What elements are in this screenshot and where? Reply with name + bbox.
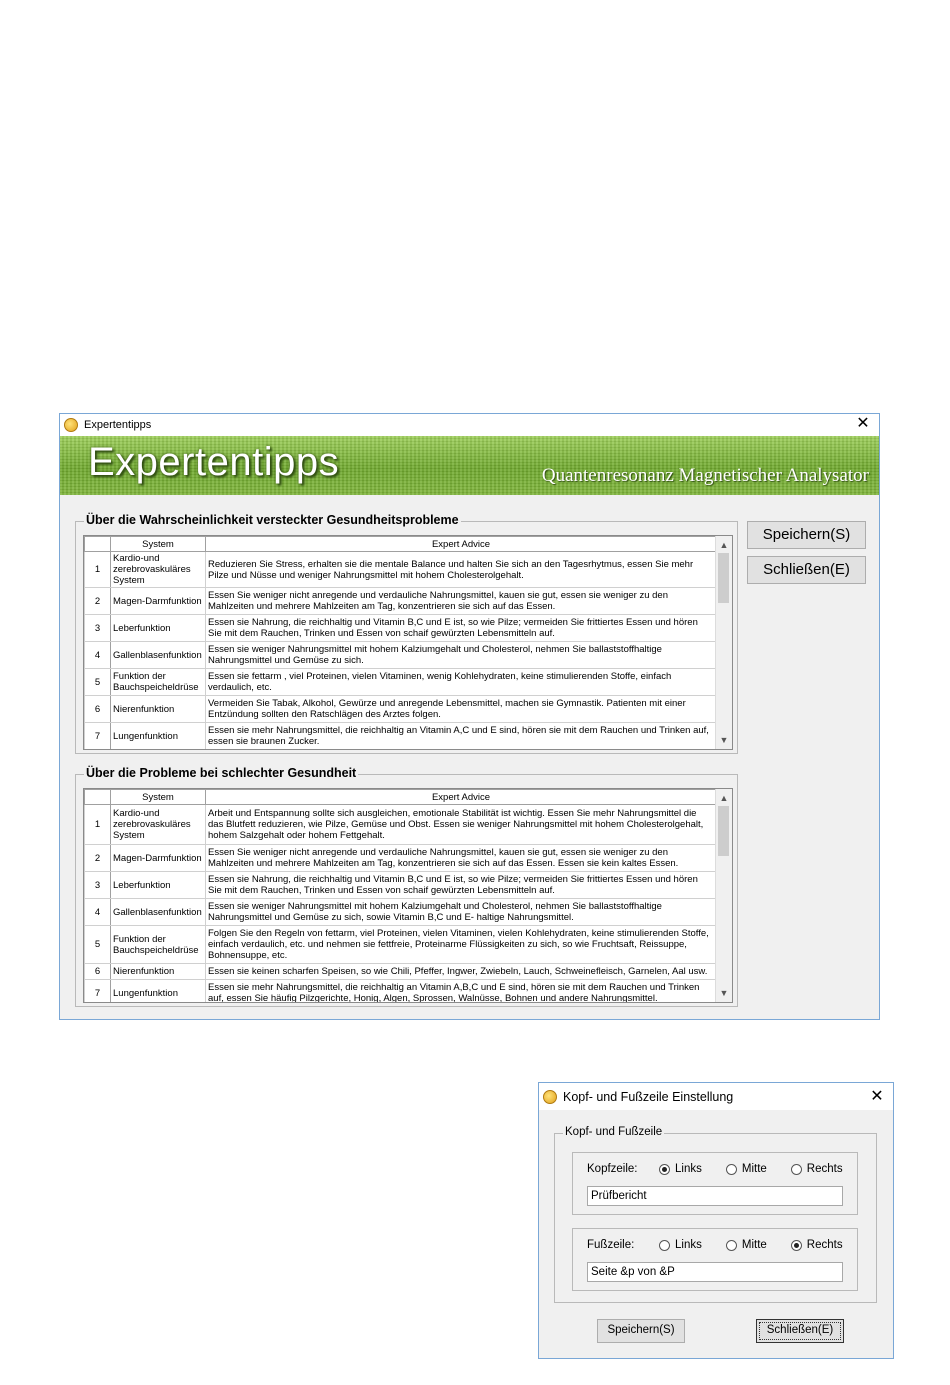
table-row[interactable] [85,964,717,980]
advice-table[interactable] [83,535,733,750]
save-button[interactable]: Speichern(S) [597,1319,685,1343]
hidden-problems-group [75,513,738,754]
radio-center-label[interactable]: Mitte [741,1163,767,1175]
footer-label: Fußzeile: [587,1239,635,1251]
close-button[interactable]: Schließen(E) [747,556,866,584]
advice-cell: Essen sie Nahrung, die reichhaltig und Vitamin B,C und E ist, so wie Pilze; vermeiden Sie frittiertes Essen und hören Sie mit dem Rauchen, Trinken und Essen von schaif gewürzten Lebensmitteln auf. [206,615,717,642]
advice-cell: Essen sie keinen scharfen Speisen, so wie Chili, Pfeffer, Ingwer, Zwiebeln, Lauch, Schweinefleisch, Garnelen, Aal usw. [206,964,717,980]
column-header-number [85,790,111,805]
radio-right-label[interactable]: Rechts [806,1239,843,1251]
row-number: 5 [85,669,111,696]
window-title: Expertentipps [84,419,152,431]
table-row[interactable] [85,696,717,723]
close-icon[interactable]: ✕ [870,1088,884,1105]
table-row[interactable] [85,845,717,872]
table-header-row [85,537,717,552]
row-number: 2 [85,588,111,615]
advice-cell: Essen Sie weniger nicht anregende und verdauliche Nahrungsmittel, kauen sie gut, essen sie weniger zu den Mahlzeiten und mehrere Mahlzeiten am Tag, konzentrieren sie sich auf das Essen. [206,588,717,615]
table-header-row [85,790,717,805]
row-number: 5 [85,926,111,964]
advice-cell: Arbeit und Entspannung sollte sich ausgleichen, emotionale Stabilität ist wichtig. Essen Sie mehr Nahrungsmittel die das Blutfett reduzieren, wie Pilze, Gemüse und Obst. Essen sie weniger Nahrungsmittel mit hohem Cholesterolgehalt, hohem Salzgehalt oder hohem Fettgehalt. [206,805,717,845]
radio-center-label[interactable]: Mitte [741,1239,767,1251]
column-header-advice[interactable]: Expert Advice [206,537,717,552]
table-row[interactable] [85,872,717,899]
row-number: 4 [85,642,111,669]
table-row[interactable] [85,805,717,845]
table-row[interactable] [85,723,717,750]
close-button[interactable]: Schließen(E) [756,1319,844,1343]
scrollbar-thumb[interactable] [718,553,729,603]
advice-cell: Reduzieren Sie Stress, erhalten sie die mentale Balance und halten Sie sich an den Tagesrhytmus, essen Sie mehr Pilze und Nüsse und weniger Nahrungsmittel mit hohem Cholesterolgehalt. [206,552,717,588]
advice-cell: Essen sie Nahrung, die reichhaltig und Vitamin B,C und E ist, so wie Pilze; vermeiden Sie frittiertes Essen und hören Sie mit dem Rauchen, Trinken und Essen von schaif gewürzten Lebensmitteln auf. [206,872,717,899]
header-footer-group [554,1126,877,1303]
advice-cell: Folgen Sie den Regeln von fettarm, viel Proteinen, vielen Vitaminen, vielen Kohlehydraten, keine stimulierenden Stoffe, einfach verdaulich, etc. und nehmen sie fettfreie, Proteinarme Flüssigkeiten zu sich, so wie Fruchtsaft, Reissuppe, Bohnensuppe, etc. [206,926,717,964]
group-label: Über die Wahrscheinlichkeit versteckter Gesundheitsprobleme [86,513,459,527]
radio-center-icon[interactable] [726,1164,737,1175]
row-number: 4 [85,899,111,926]
system-cell: Lungenfunktion [111,980,206,1004]
group-label: Kopf- und Fußzeile [565,1126,663,1138]
system-cell: Kardio-und zerebrovaskuläres System [111,552,206,588]
scroll-down-icon[interactable]: ▼ [719,735,729,745]
scroll-down-icon[interactable]: ▼ [719,988,729,998]
system-cell: Lungenfunktion [111,723,206,750]
row-number: 1 [85,552,111,588]
radio-left-icon[interactable] [659,1164,670,1175]
advice-cell: Essen sie fettarm , viel Proteinen, vielen Vitaminen, wenig Kohlehydraten, keine stimulierenden Stoffe, einfach verdaulich, etc. [206,669,717,696]
poor-health-group [75,766,738,1007]
radio-left-label[interactable]: Links [675,1239,702,1251]
radio-right-icon[interactable] [791,1240,802,1251]
advice-cell: Essen Sie weniger nicht anregende und verdauliche Nahrungsmittel, kauen sie gut, essen sie weniger zu den Mahlzeiten und mehrere Mahlzeiten am Tag, konzentrieren sie sich auf das Essen. Essen sie kein kaltes Essen. [206,845,717,872]
advice-cell: Essen sie weniger Nahrungsmittel mit hohem Kalziumgehalt und Cholesterol, nehmen Sie ballaststoffhaltige Nahrungsmittel und Gemüse zu sich, sowie Vitamin B,C und E- haltige Nahrungsmittel. [206,899,717,926]
radio-right-icon[interactable] [791,1164,802,1175]
table-row[interactable] [85,588,717,615]
advice-cell: Essen sie mehr Nahrungsmittel, die reichhaltig an Vitamin A,C und E sind, hören sie mit dem Rauchen und Trinken auf, essen sie braunen Zucker. [206,723,717,750]
system-cell: Leberfunktion [111,615,206,642]
system-cell: Magen-Darmfunktion [111,845,206,872]
system-cell: Nierenfunktion [111,696,206,723]
expertentipps-window [59,413,880,1020]
row-number: 3 [85,872,111,899]
advice-cell: Essen sie weniger Nahrungsmittel mit hohem Kalziumgehalt und Cholesterol, nehmen Sie ballaststoffhaltige Nahrungsmittel und Gemüse zu sich. [206,642,717,669]
app-icon [64,418,78,432]
row-number: 7 [85,980,111,1004]
table-row[interactable] [85,552,717,588]
advice-cell: Essen sie mehr Nahrungsmittel, die reichhaltig an Vitamin A,B,C und E sind, hören sie mit dem Rauchen und Trinken auf, essen Sie häufig Pilzgerichte, Honig, Algen, Sprossen, Walnüsse, Bohnen und andere Nahrungsmittel. [206,980,717,1004]
advice-table[interactable] [83,788,733,1003]
banner [60,436,879,495]
title-bar [539,1083,893,1110]
group-label: Über die Probleme bei schlechter Gesundheit [86,766,357,780]
header-label: Kopfzeile: [587,1163,638,1175]
scroll-up-icon[interactable]: ▲ [719,793,729,803]
title-bar [60,414,879,436]
header-text-input[interactable]: Prüfbericht [587,1186,843,1206]
table-row[interactable] [85,980,717,1004]
app-icon [543,1090,557,1104]
footer-section [572,1228,858,1291]
row-number: 3 [85,615,111,642]
radio-left-label[interactable]: Links [675,1163,702,1175]
header-footer-dialog [538,1082,894,1359]
row-number: 1 [85,805,111,845]
column-header-system[interactable]: System [111,790,206,805]
system-cell: Gallenblasenfunktion [111,899,206,926]
vertical-scrollbar[interactable] [715,536,732,749]
dialog-title: Kopf- und Fußzeile Einstellung [563,1089,734,1104]
row-number: 6 [85,964,111,980]
column-header-system[interactable]: System [111,537,206,552]
radio-right-label[interactable]: Rechts [806,1163,843,1175]
row-number: 2 [85,845,111,872]
system-cell: Leberfunktion [111,872,206,899]
close-icon[interactable]: ✕ [856,415,870,432]
footer-text-input[interactable]: Seite &p von &P [587,1262,843,1282]
system-cell: Gallenblasenfunktion [111,642,206,669]
system-cell: Magen-Darmfunktion [111,588,206,615]
system-cell: Funktion der Bauchspeicheldrüse [111,926,206,964]
radio-center-icon[interactable] [726,1240,737,1251]
table-row[interactable] [85,926,717,964]
footer-options-row [587,1239,843,1251]
header-options-row [587,1163,843,1175]
system-cell: Kardio-und zerebrovaskuläres System [111,805,206,845]
save-button[interactable]: Speichern(S) [747,521,866,549]
table-row[interactable] [85,615,717,642]
scrollbar-thumb[interactable] [718,806,729,856]
advice-cell: Vermeiden Sie Tabak, Alkohol, Gewürze und anregende Lebensmittel, machen sie Gymnastik. Patienten mit einer Entzündung sollten den Ratschlägen des Arztes folgen. [206,696,717,723]
row-number: 7 [85,723,111,750]
scroll-up-icon[interactable]: ▲ [719,540,729,550]
table-row[interactable] [85,642,717,669]
table-row[interactable] [85,669,717,696]
table-row[interactable] [85,899,717,926]
column-header-advice[interactable]: Expert Advice [206,790,717,805]
banner-title: Expertentipps [88,440,340,484]
header-section [572,1152,858,1215]
system-cell: Nierenfunktion [111,964,206,980]
banner-subtitle: Quantenresonanz Magnetischer Analysator [541,465,869,486]
column-header-number [85,537,111,552]
radio-left-icon[interactable] [659,1240,670,1251]
system-cell: Funktion der Bauchspeicheldrüse [111,669,206,696]
row-number: 6 [85,696,111,723]
vertical-scrollbar[interactable] [715,789,732,1002]
